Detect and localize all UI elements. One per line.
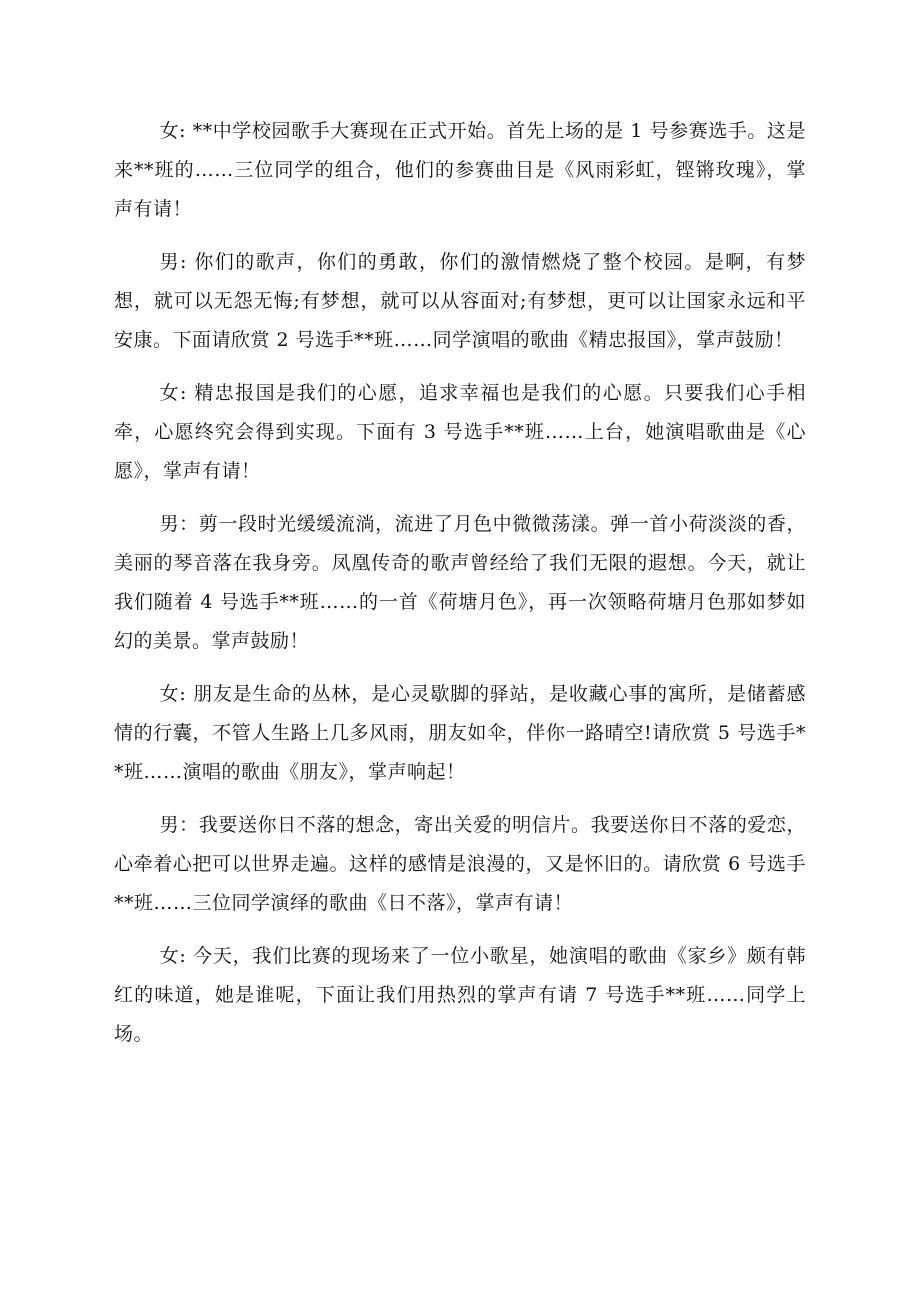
paragraph-4: 男：剪一段时光缓缓流淌，流进了月色中微微荡漾。弹一首小荷淡淡的香，美丽的琴音落在我身旁。凤凰传奇的歌声曾经给了我们无限的遐想。今天，就让我们随着 4 号选手**班……的一首《荷塘月色》，再一次领略荷塘月色那如梦如幻的美景。掌声鼓励！ — [114, 513, 806, 652]
paragraph-2: 男: 你们的歌声，你们的勇敢，你们的激情燃烧了整个校园。是啊，有梦想，就可以无怨无悔;有梦想，就可以从容面对;有梦想，更可以让国家永远和平安康。下面请欣赏 2 号选手**班……同学演唱的歌曲《精忠报国》，掌声鼓励！ — [114, 251, 806, 351]
paragraph-5: 女: 朋友是生命的丛林，是心灵歇脚的驿站，是收藏心事的寓所，是储蓄感情的行囊，不管人生路上几多风雨，朋友如伞，伴你一路晴空!请欣赏 5 号选手**班……演唱的歌曲《朋友》，掌声响起！ — [114, 683, 806, 783]
document-body — [114, 112, 806, 1068]
paragraph-1: 女: **中学校园歌手大赛现在正式开始。首先上场的是 1 号参赛选手。这是来**班的……三位同学的组合，他们的参赛曲目是《风雨彩虹，铿锵玫瑰》，掌声有请！ — [114, 120, 806, 220]
paragraph-6: 男：我要送你日不落的想念，寄出关爱的明信片。我要送你日不落的爱恋，心牵着心把可以世界走遍。这样的感情是浪漫的，又是怀旧的。请欣赏 6 号选手**班……三位同学演绎的歌曲《日不落》，掌声有请！ — [114, 814, 806, 914]
paragraph-3: 女: 精忠报国是我们的心愿，追求幸福也是我们的心愿。只要我们心手相牵，心愿终究会得到实现。下面有 3 号选手**班……上台，她演唱歌曲是《心愿》，掌声有请！ — [114, 382, 806, 482]
paragraph-7: 女: 今天，我们比赛的现场来了一位小歌星，她演唱的歌曲《家乡》颇有韩红的味道，她是谁呢，下面让我们用热烈的掌声有请 7 号选手**班……同学上场。 — [114, 945, 806, 1045]
